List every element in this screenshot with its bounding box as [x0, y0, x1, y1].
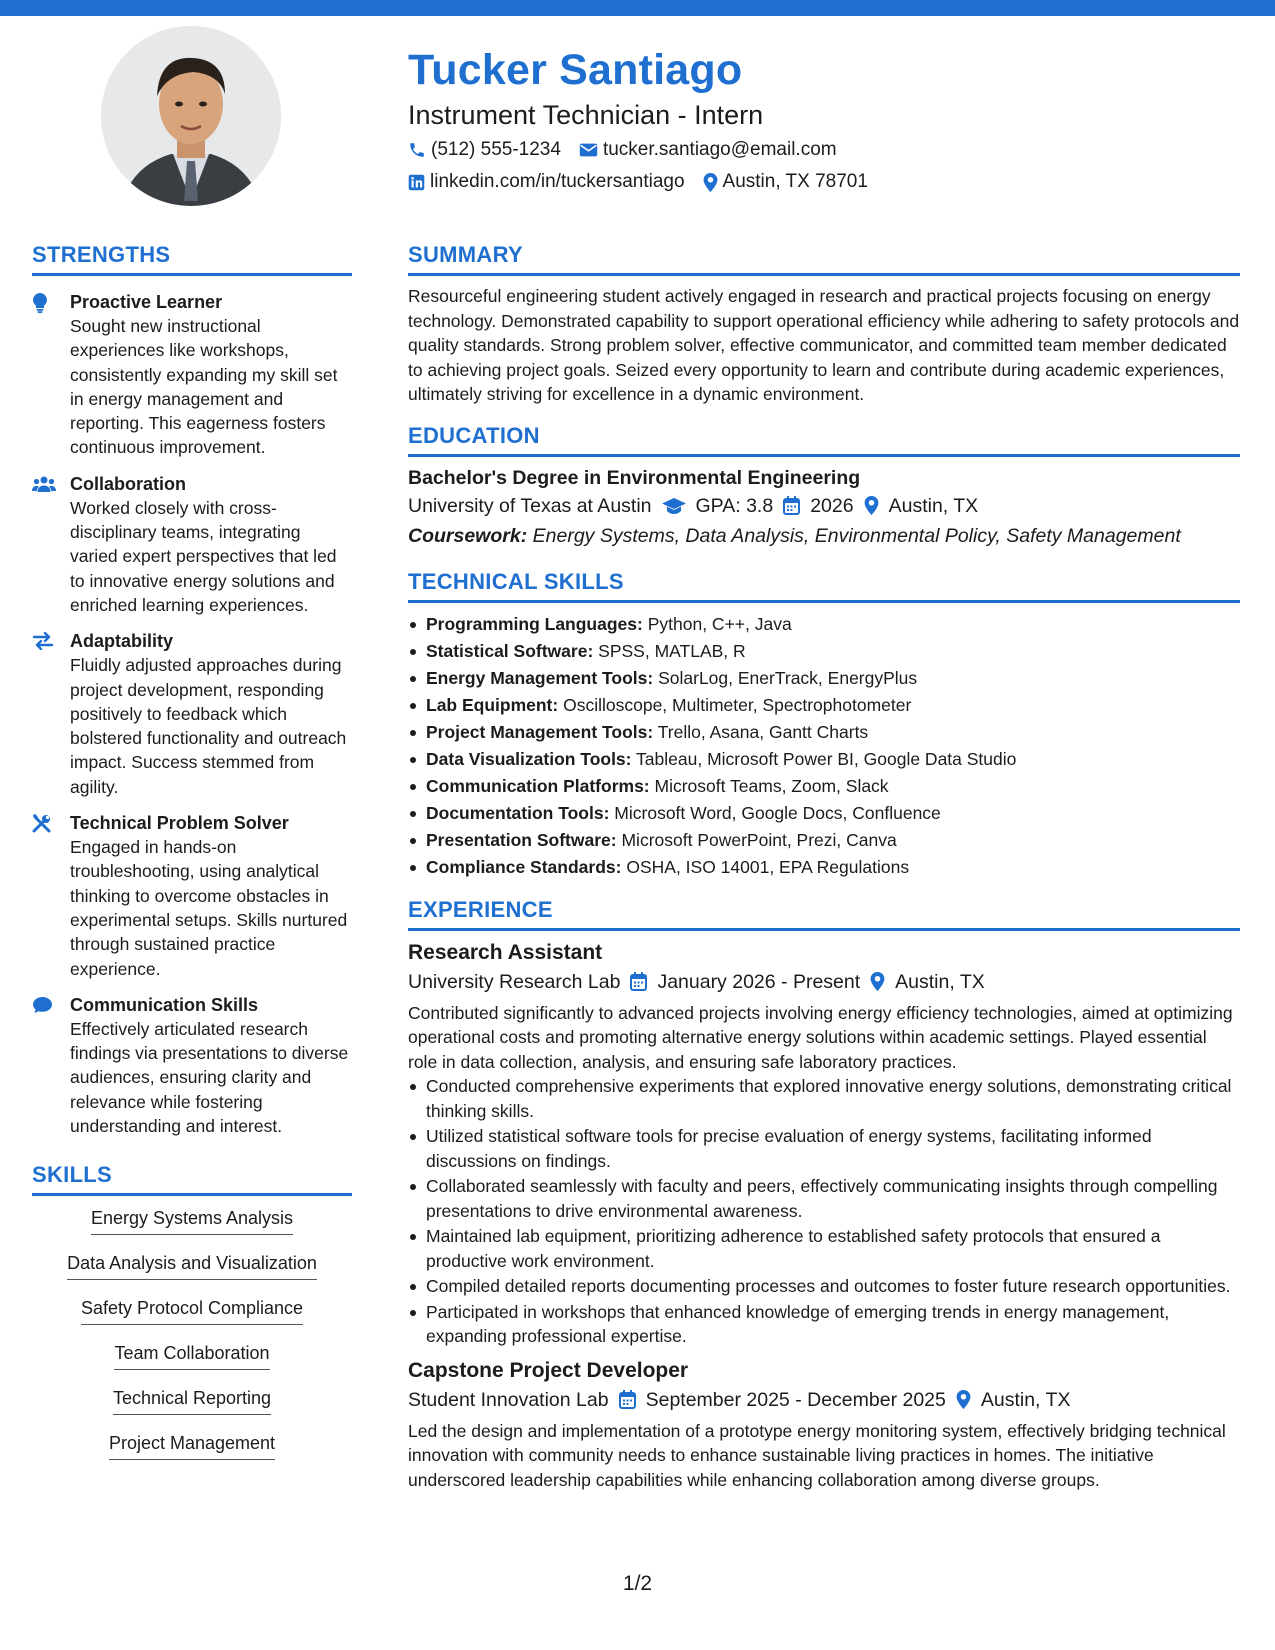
tech-skill-value: Microsoft PowerPoint, Prezi, Canva [621, 829, 897, 850]
tech-skill-label: Programming Languages: [426, 613, 643, 634]
job-org: University Research Lab [408, 970, 621, 993]
users-icon [32, 475, 56, 493]
job-dates: January 2026 - Present [657, 970, 861, 993]
list-item [408, 611, 1240, 638]
calendar-icon [619, 1390, 636, 1409]
list-item: Conducted comprehensive experiments that explored innovative energy solutions, demonstrating critical thinking skills. [408, 1074, 1240, 1123]
experience-heading: EXPERIENCE [408, 897, 1240, 931]
tech-skill-value: Oscilloscope, Multimeter, Spectrophotometer [563, 694, 912, 715]
education-location: Austin, TX [888, 494, 979, 517]
strength-item [32, 472, 352, 617]
job-entry [408, 939, 1240, 1349]
skill-tag: Team Collaboration [114, 1341, 269, 1370]
list-item [408, 854, 1240, 881]
summary-text: Resourceful engineering student actively engaged in research and practical projects focusing on energy technology. Demonstrated capability to support operational efficiency while adhering to safety protocols and quality standards. Strong problem solver, effective communicator, and committed team member dedicated to achieving project goals. Seized every opportunity to learn and contribute during academic experiences, ultimately striving for excellence in a dynamic environment. [408, 286, 1240, 404]
job-entry [408, 1357, 1240, 1493]
phone-text: (512) 555-1234 [431, 139, 561, 160]
tech-skill-label: Compliance Standards: [426, 856, 622, 877]
speech-bubble-icon [32, 996, 53, 1014]
phone-contact[interactable] [408, 136, 561, 164]
strength-desc: Effectively articulated research findings via presentations to diverse audiences, ensuring clarity and relevance while fostering understanding and interest. [70, 1018, 349, 1137]
skills-heading: SKILLS [32, 1162, 352, 1196]
list-item [408, 692, 1240, 719]
coursework [408, 521, 1240, 551]
technical-skills-heading: TECHNICAL SKILLS [408, 569, 1240, 603]
strengths-list [32, 290, 352, 1138]
list-item: Utilized statistical software tools for precise evaluation of energy systems, facilitating informed discussions on findings. [408, 1124, 1240, 1173]
job-description: Contributed significantly to advanced projects involving energy efficiency technologies, aimed at optimizing operational costs and promoting alternative energy solutions within academic settings. Played essential role in data collection, analysis, and ensuring safe laboratory practices. [408, 1002, 1233, 1072]
tech-skill-label: Presentation Software: [426, 829, 617, 850]
strength-desc: Engaged in hands-on troubleshooting, using analytical thinking to overcome obstacles in experimental setups. Skills nurtured through sustained practice experience. [70, 837, 348, 979]
tech-skill-value: Trello, Asana, Gantt Charts [657, 721, 869, 742]
tech-skill-value: Microsoft Teams, Zoom, Slack [654, 775, 889, 796]
job-dates: September 2025 - December 2025 [645, 1388, 946, 1411]
strength-desc: Sought new instructional experiences like workshops, consistently expanding my skill set in energy management and reporting. This eagerness fosters continuous improvement. [70, 316, 338, 458]
candidate-title: Instrument Technician - Intern [408, 100, 764, 130]
job-location: Austin, TX [895, 970, 985, 993]
tech-skill-value: Microsoft Word, Google Docs, Confluence [614, 802, 941, 823]
strength-desc: Fluidly adjusted approaches during project development, responding positively to feedback which bolstered functionality and outreach impact. Success stemmed from agility. [70, 655, 347, 797]
map-pin-icon [956, 1390, 971, 1409]
top-accent-bar [0, 0, 1275, 16]
list-item [408, 746, 1240, 773]
tech-skill-label: Energy Management Tools: [426, 667, 654, 688]
location-contact [703, 168, 868, 196]
map-pin-icon [870, 972, 885, 991]
coursework-label: Coursework: [408, 524, 528, 547]
linkedin-text: linkedin.com/in/tuckersantiago [430, 171, 685, 192]
strength-item [32, 629, 352, 799]
school-name: University of Texas at Austin [408, 494, 652, 517]
resume-header [408, 44, 1238, 196]
tech-skill-value: Tableau, Microsoft Power BI, Google Data Studio [636, 748, 1017, 769]
profile-photo [101, 26, 281, 206]
arrows-exchange-icon [32, 632, 54, 650]
strength-desc: Worked closely with cross-disciplinary teams, integrating varied expert perspectives that led to innovative energy solutions and enriched learning experiences. [70, 497, 337, 615]
job-title: Research Assistant [408, 940, 603, 964]
list-item [408, 800, 1240, 827]
strength-item [32, 993, 352, 1138]
tech-skill-label: Documentation Tools: [426, 802, 610, 823]
strength-title: Communication Skills [70, 994, 259, 1015]
gpa-text: GPA: 3.8 [695, 494, 774, 517]
graduation-year: 2026 [810, 494, 854, 517]
job-meta [408, 967, 1240, 997]
skill-tag: Project Management [109, 1431, 275, 1460]
list-item: Maintained lab equipment, prioritizing adherence to established safety protocols that ensured a productive work environment. [408, 1224, 1240, 1273]
calendar-icon [630, 972, 647, 991]
job-meta [408, 1385, 1240, 1415]
left-column [32, 242, 352, 1476]
tech-skill-label: Project Management Tools: [426, 721, 654, 742]
map-pin-icon [864, 496, 879, 515]
graduation-cap-icon [662, 497, 686, 515]
envelope-icon [579, 142, 598, 158]
list-item [408, 665, 1240, 692]
strengths-heading: STRENGTHS [32, 242, 352, 276]
page-number: 1/2 [622, 1572, 653, 1595]
linkedin-icon [408, 174, 425, 191]
skill-tag: Safety Protocol Compliance [81, 1296, 303, 1325]
skills-list [32, 1206, 352, 1476]
map-pin-icon [703, 173, 718, 192]
job-description: Led the design and implementation of a prototype energy monitoring system, effectively bridging technical innovation with community needs to enhance sustainable living practices in homes. The initiative underscored leadership capabilities while enhancing collaboration among diverse groups. [408, 1420, 1226, 1490]
tech-skill-label: Data Visualization Tools: [426, 748, 632, 769]
education-heading: EDUCATION [408, 423, 1240, 457]
linkedin-contact[interactable] [408, 168, 685, 196]
lightbulb-icon [32, 293, 48, 313]
skill-tag: Energy Systems Analysis [91, 1206, 293, 1235]
location-text: Austin, TX 78701 [722, 171, 868, 192]
phone-icon [408, 141, 426, 159]
tech-skill-label: Statistical Software: [426, 640, 594, 661]
list-item: Compiled detailed reports documenting processes and outcomes to foster future research opportunities. [408, 1274, 1240, 1299]
contact-row-2 [408, 168, 1238, 196]
skill-tag: Data Analysis and Visualization [67, 1251, 317, 1280]
list-item: Participated in workshops that enhanced knowledge of emerging trends in energy management, expanding professional expertise. [408, 1300, 1240, 1349]
job-org: Student Innovation Lab [408, 1388, 609, 1411]
tools-icon [32, 814, 52, 834]
list-item [408, 773, 1240, 800]
skill-tag: Technical Reporting [113, 1386, 271, 1415]
strength-title: Technical Problem Solver [70, 813, 289, 834]
strength-title: Proactive Learner [70, 292, 223, 312]
job-location: Austin, TX [980, 1388, 1071, 1411]
education-meta [408, 491, 1240, 521]
degree-title: Bachelor's Degree in Environmental Engineering [408, 466, 861, 489]
job-title: Capstone Project Developer [408, 1358, 689, 1382]
technical-skills-list [408, 611, 1240, 881]
tech-skill-label: Communication Platforms: [426, 775, 650, 796]
tech-skill-value: OSHA, ISO 14001, EPA Regulations [626, 856, 910, 877]
strength-item [32, 811, 352, 981]
tech-skill-value: SolarLog, EnerTrack, EnergyPlus [658, 667, 918, 688]
summary-heading: SUMMARY [408, 242, 1240, 276]
job-bullets [408, 1074, 1240, 1349]
tech-skill-label: Lab Equipment: [426, 694, 559, 715]
tech-skill-value: Python, C++, Java [647, 613, 792, 634]
email-contact[interactable] [579, 136, 837, 164]
candidate-name: Tucker Santiago [408, 46, 743, 94]
coursework-text: Energy Systems, Data Analysis, Environmental Policy, Safety Management [532, 524, 1181, 547]
email-text: tucker.santiago@email.com [602, 139, 837, 160]
right-column [408, 242, 1240, 1492]
calendar-icon [783, 496, 800, 515]
list-item [408, 827, 1240, 854]
strength-title: Adaptability [70, 631, 174, 652]
list-item [408, 638, 1240, 665]
contact-row-1 [408, 136, 1238, 164]
strength-title: Collaboration [70, 473, 186, 494]
list-item [408, 719, 1240, 746]
list-item: Collaborated seamlessly with faculty and peers, effectively communicating insights through compelling presentations to drive environmental awareness. [408, 1174, 1240, 1223]
strength-item [32, 290, 352, 460]
tech-skill-value: SPSS, MATLAB, R [598, 640, 746, 661]
